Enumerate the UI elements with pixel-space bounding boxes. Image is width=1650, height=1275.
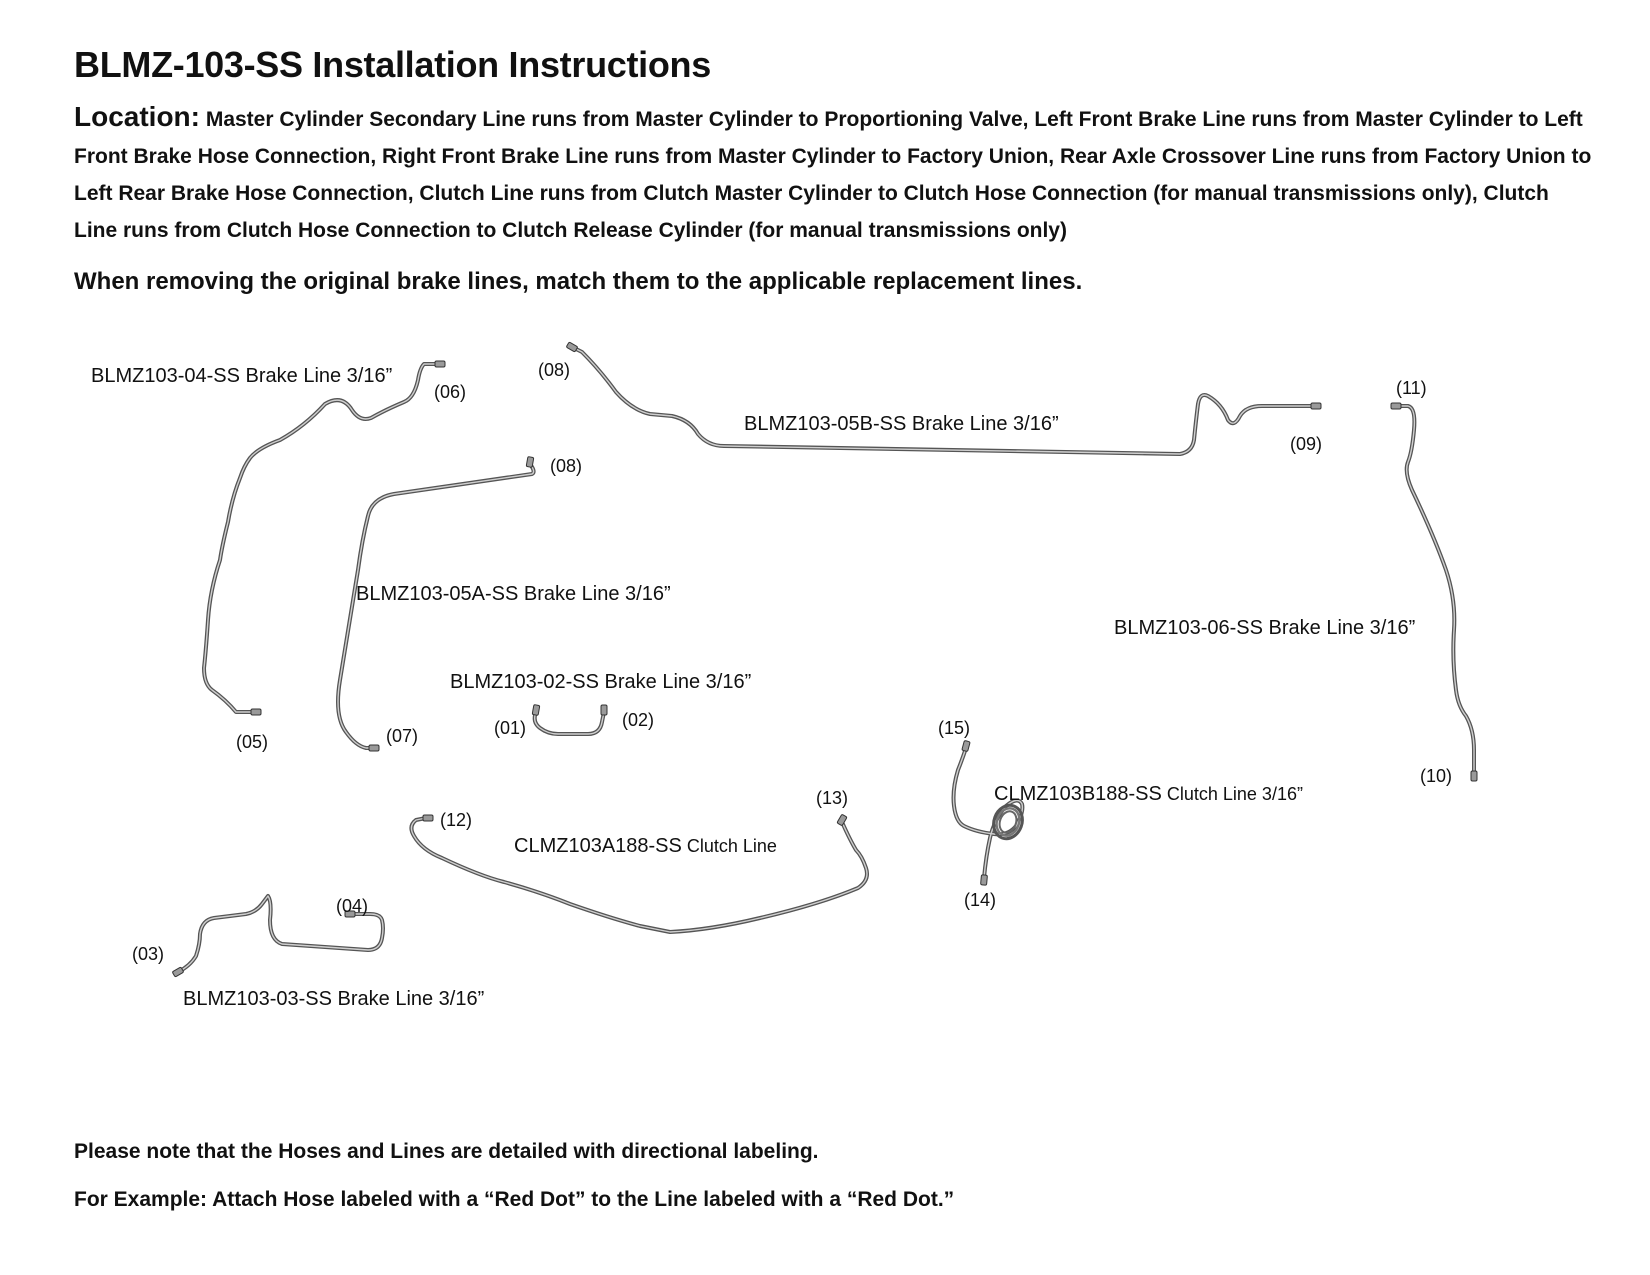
directional-labeling-note: Please note that the Hoses and Lines are detailed with directional labeling. <box>74 1140 819 1163</box>
port-label-10: (10) <box>1420 766 1453 786</box>
label-clmz103a188-desc: Clutch Line <box>681 836 777 856</box>
label-clmz103b188 <box>994 783 1303 805</box>
label-blmz103-03: BLMZ103-03-SS Brake Line 3/16” <box>183 988 485 1010</box>
port-label-15: (15) <box>938 718 971 738</box>
label-clmz103b188-desc: Clutch Line 3/16” <box>1161 784 1303 804</box>
brake-line-04 <box>204 361 445 715</box>
label-clmz103b188-code: CLMZ103B188-SS <box>994 783 1162 805</box>
label-clmz103a188-code: CLMZ103A188-SS <box>514 835 682 857</box>
port-label-14: (14) <box>964 890 997 910</box>
brake-line-06 <box>1391 403 1477 781</box>
label-blmz103-05b: BLMZ103-05B-SS Brake Line 3/16” <box>744 413 1059 435</box>
port-label-01: (01) <box>494 718 527 738</box>
document-title: BLMZ-103-SS Installation Instructions <box>74 44 711 85</box>
port-label-12: (12) <box>440 810 473 830</box>
clutch-line-a188 <box>411 814 867 932</box>
label-blmz103-04: BLMZ103-04-SS Brake Line 3/16” <box>91 365 393 387</box>
brake-line-05b <box>566 342 1321 454</box>
label-blmz103-05a: BLMZ103-05A-SS Brake Line 3/16” <box>356 583 671 605</box>
port-label-04: (04) <box>336 896 369 916</box>
port-label-11: (11) <box>1396 378 1427 398</box>
port-label-02: (02) <box>622 710 655 730</box>
port-label-07: (07) <box>386 726 419 746</box>
location-text: Master Cylinder Secondary Line runs from Master Cylinder to Proportioning Valve, Left Front Brake Line runs from Master Cylinder to Left Front Brake Hose Connection, Right Front Brake Line runs from Master Cylinder to Factory Union, Rear Axle Crossover Line runs from Factory Union to Left Rear Brake Hose Connection, Clutch Line runs from Clutch Master Cylinder to Clutch Hose Connection (for manual transmissions only), Clutch Line runs from Clutch Hose Connection to Clutch Release Cylinder (for manual transmissions only) <box>74 108 1592 242</box>
port-label-06: (06) <box>434 382 467 402</box>
label-blmz103-06: BLMZ103-06-SS Brake Line 3/16” <box>1114 617 1416 639</box>
clutch-line-b188 <box>954 740 1027 885</box>
port-label-13: (13) <box>816 788 849 808</box>
port-label-05: (05) <box>236 732 269 752</box>
label-blmz103-02: BLMZ103-02-SS Brake Line 3/16” <box>450 671 752 693</box>
location-label: Location: <box>74 101 200 132</box>
port-label-08-lower: (08) <box>550 456 583 476</box>
port-label-09: (09) <box>1290 434 1323 454</box>
brake-line-02 <box>532 705 607 734</box>
label-clmz103a188 <box>514 835 777 857</box>
port-label-03: (03) <box>132 944 165 964</box>
removal-instruction: When removing the original brake lines, match them to the applicable replacement lines. <box>74 268 1083 295</box>
red-dot-example-note: For Example: Attach Hose labeled with a “Red Dot” to the Line labeled with a “Red Dot.” <box>74 1188 955 1211</box>
port-label-08-upper: (08) <box>538 360 571 380</box>
